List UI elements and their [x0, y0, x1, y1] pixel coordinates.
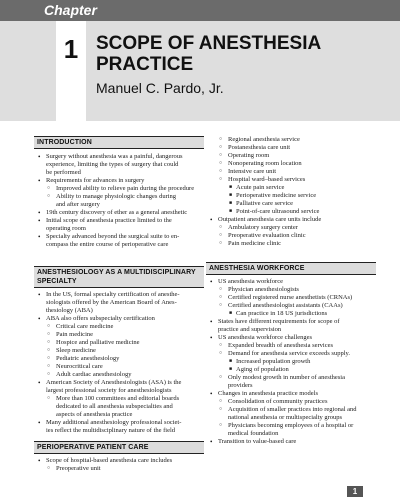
list-item: ○ Certified anesthesiologist assistants (CAAs) [206, 302, 376, 310]
list-item: • 19th century discovery of ether as a general anesthetic [34, 209, 204, 217]
list-item: ○ Pediatric anesthesiology [34, 355, 204, 363]
section-heading: INTRODUCTION [34, 136, 204, 149]
list-item: ■ Palliative care service [206, 200, 376, 208]
list-item: ○ Neurocritical care [34, 363, 204, 371]
list-item: and after surgery [56, 201, 100, 208]
specialty-section [34, 266, 204, 435]
list-item: ○ Certified registered nurse anesthetists (CRNAs) [206, 294, 376, 302]
workforce-section [206, 262, 376, 446]
list-item: • Surgery without anesthesia was a painful, dangerous [34, 153, 204, 161]
list-item: ○ Physician anesthesiologists [206, 286, 376, 294]
list-item: ○ Hospice and palliative medicine [34, 339, 204, 347]
list-item: medical foundation [228, 430, 279, 437]
list-item: • Initial scope of anesthesia practice limited to the [34, 217, 204, 225]
list-item: ○ More than 100 committees and editorial boards [34, 395, 204, 403]
list-item: • Transition to value-based care [206, 438, 376, 446]
introduction-list [34, 153, 204, 249]
perioperative-section [34, 441, 204, 473]
list-item: ○ Preoperative evaluation clinic [206, 232, 376, 240]
chapter-title: SCOPE OF ANESTHESIA PRACTICE [96, 33, 321, 75]
list-item: compass the entire course of perioperative care [46, 241, 169, 248]
list-item: thesiology (ABA) [46, 307, 93, 314]
list-item: ies reflect the multidisciplinary nature of the field [46, 427, 176, 434]
list-item: ○ Postanesthesia care unit [206, 144, 376, 152]
workforce-list [206, 278, 376, 446]
page-number: 1 [347, 486, 363, 497]
list-item: largest professional society for anesthesiologists [46, 387, 172, 394]
list-item: practice and supervision [218, 326, 282, 333]
list-item: ○ Demand for anesthesia service exceeds supply. [206, 350, 376, 358]
list-item: ○ Hospital ward–based services [206, 176, 376, 184]
list-item: be performed [46, 169, 81, 176]
section-heading: ANESTHESIOLOGY AS A MULTIDISCIPLINARY SPECIALTY [34, 266, 204, 288]
introduction-section [34, 136, 204, 249]
list-item: ○ Improved ability to relieve pain during the procedure [34, 185, 204, 193]
list-item: ○ Adult cardiac anesthesiology [34, 371, 204, 379]
perioperative-list [34, 457, 204, 473]
list-item: • US anesthesia workforce [206, 278, 376, 286]
list-item: ○ Regional anesthesia service [206, 136, 376, 144]
section-heading: ANESTHESIA WORKFORCE [206, 262, 376, 275]
list-item: ○ Preoperative unit [34, 465, 204, 473]
chapter-author: Manuel C. Pardo, Jr. [96, 80, 224, 96]
list-item: ○ Acquisition of smaller practices into regional and [206, 406, 376, 414]
list-item: • Many additional anesthesiology professional societ- [34, 419, 204, 427]
intro-continued-section [206, 136, 376, 248]
list-item: ■ Acute pain service [206, 184, 376, 192]
list-item: ○ Intensive care unit [206, 168, 376, 176]
list-item: ■ Perioperative medicine service [206, 192, 376, 200]
list-item: ○ Critical care medicine [34, 323, 204, 331]
section-heading: PERIOPERATIVE PATIENT CARE [34, 441, 204, 454]
list-item: ○ Pain medicine clinic [206, 240, 376, 248]
chapter-label: Chapter [44, 2, 97, 18]
list-item: operating room [46, 225, 86, 232]
list-item: dedicated to all anesthesia subspecialties and [56, 403, 173, 410]
list-item: ■ Can practice in 18 US jurisdictions [206, 310, 376, 318]
specialty-list [34, 291, 204, 435]
list-item: • In the US, formal specialty certification of anesthe- [34, 291, 204, 299]
list-item: national anesthesia or multispecialty groups [228, 414, 343, 421]
list-item: ■ Point-of-care ultrasound service [206, 208, 376, 216]
list-item: • Scope of hospital-based anesthesia care includes [34, 457, 204, 465]
list-item: • US anesthesia workforce challenges [206, 334, 376, 342]
list-item: ○ Ability to manage physiologic changes during [34, 193, 204, 201]
list-item: siologists offered by the American Board of Anes- [46, 299, 177, 306]
list-item: ○ Sleep medicine [34, 347, 204, 355]
list-item: ○ Expanded breadth of anesthesia services [206, 342, 376, 350]
list-item: ○ Only modest growth in number of anesthesia [206, 374, 376, 382]
list-item: ○ Physicians becoming employees of a hospital or [206, 422, 376, 430]
list-item: • Specialty advanced beyond the surgical suite to en- [34, 233, 204, 241]
list-item: ■ Aging of population [206, 366, 376, 374]
list-item: • Outpatient anesthesia care units include [206, 216, 376, 224]
list-item: • Requirements for advances in surgery [34, 177, 204, 185]
list-item: ○ Pain medicine [34, 331, 204, 339]
chapter-number: 1 [63, 34, 79, 64]
list-item: aspects of anesthesia practice [56, 411, 133, 418]
list-item: ○ Ambulatory surgery center [206, 224, 376, 232]
list-item: ○ Operating room [206, 152, 376, 160]
list-item: providers [228, 382, 253, 389]
intro-continued-list [206, 136, 376, 248]
list-item: • Changes in anesthesia practice models [206, 390, 376, 398]
list-item: experience, limiting the types of surgery that could [46, 161, 179, 168]
list-item: • American Society of Anesthesiologists (ASA) is the [34, 379, 204, 387]
list-item: • ABA also offers subspecialty certification [34, 315, 204, 323]
list-item: ○ Consolidation of community practices [206, 398, 376, 406]
list-item: • States have different requirements for scope of [206, 318, 376, 326]
list-item: ■ Increased population growth [206, 358, 376, 366]
list-item: ○ Nonoperating room location [206, 160, 376, 168]
